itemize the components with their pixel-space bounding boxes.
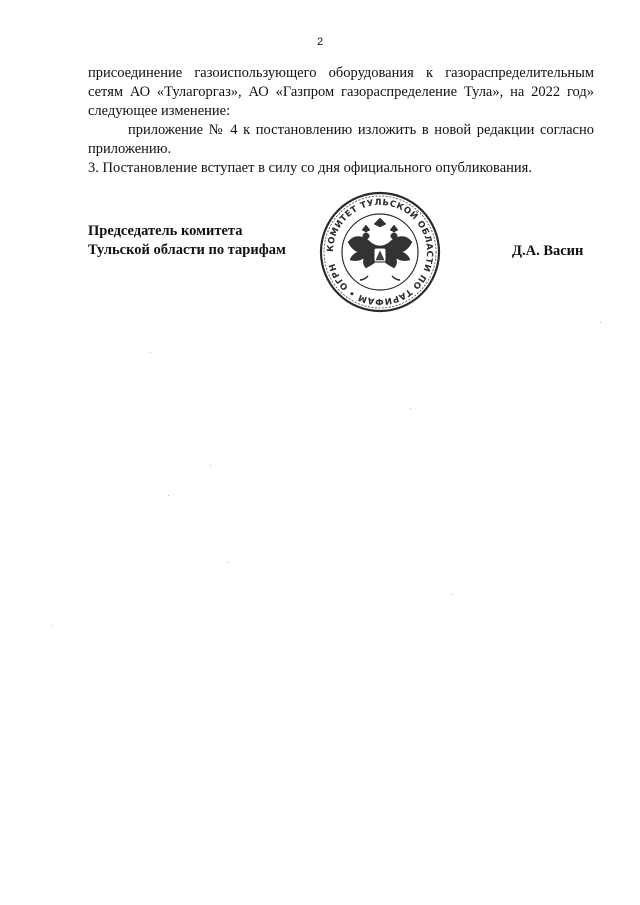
page-number: 2 (316, 36, 324, 48)
scan-speck (168, 495, 169, 496)
scan-speck (228, 562, 229, 563)
paragraph-1-line-2: сетям АО «Тулагоргаз», АО «Газпром газораспределение Тула», на 2022 год» (88, 84, 594, 100)
scan-speck (150, 352, 151, 353)
signer-name: Д.А. Васин (512, 243, 584, 259)
signatory-title-line-2: Тульской области по тарифам (88, 242, 286, 258)
document-body (88, 64, 594, 178)
double-headed-eagle-icon (348, 218, 412, 280)
scan-speck (410, 408, 411, 409)
paragraph-1-line-3: следующее изменение: (88, 103, 231, 119)
item-3-text: 3. Постановление вступает в силу со дня официального опубликования. (88, 160, 532, 176)
scan-speck (52, 625, 53, 626)
scan-speck (600, 322, 601, 323)
signatory-title-line-1: Председатель комитета (88, 223, 243, 239)
signatory-title (88, 222, 286, 260)
paragraph-1-line-1: присоединение газоиспользующего оборудования к газораспределительным (88, 65, 594, 81)
scan-speck (452, 594, 453, 595)
seal-ring-text: КОМИТЕТ ТУЛЬСКОЙ ОБЛАСТИ ПО ТАРИФАМ • ОГРН (325, 197, 435, 307)
official-seal (318, 190, 442, 314)
paragraph-2-line-1: приложение № 4 к постановлению изложить в новой редакции согласно (128, 122, 594, 138)
paragraph-2-line-2: приложению. (88, 141, 172, 157)
seal-icon (318, 190, 442, 314)
scan-speck (210, 465, 211, 466)
